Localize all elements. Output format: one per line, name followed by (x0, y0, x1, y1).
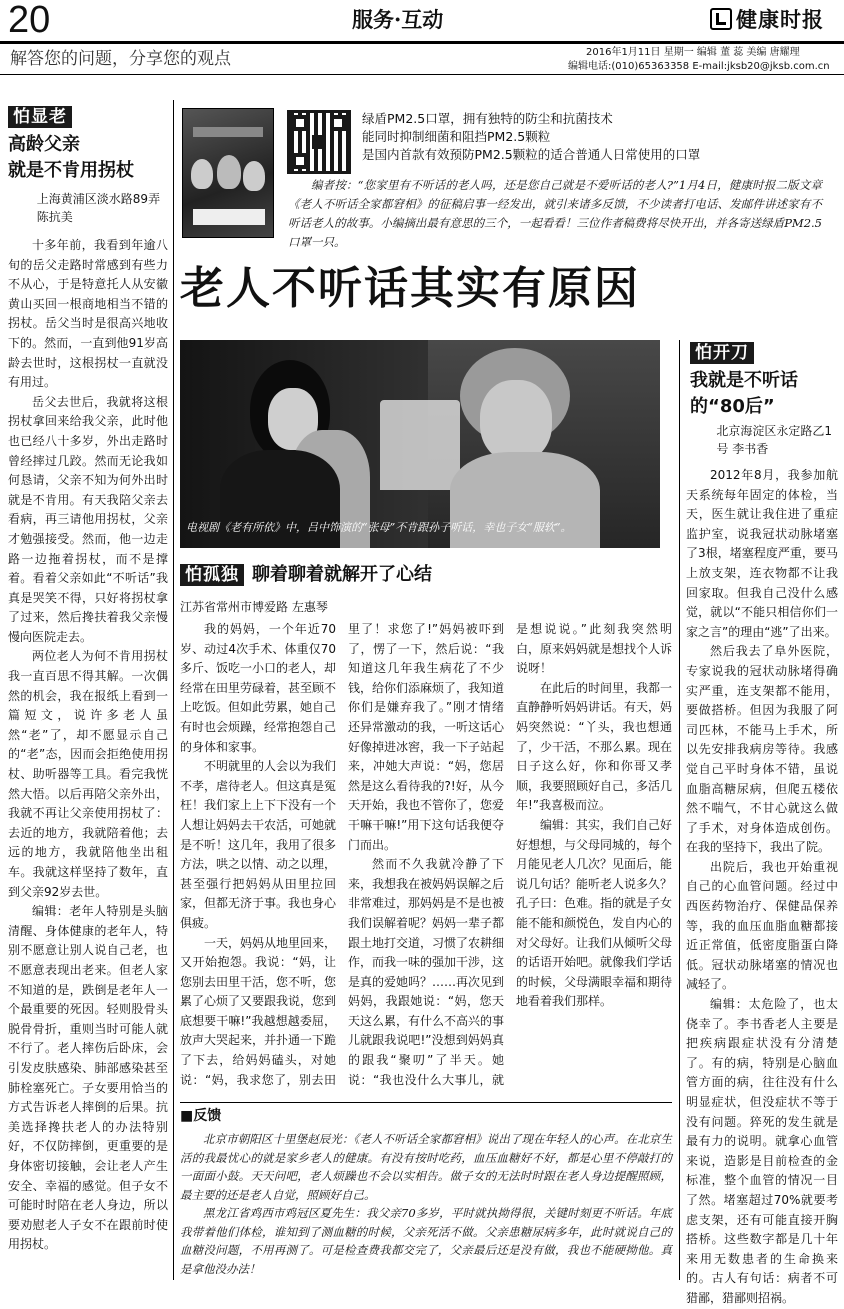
story3-tag: 怕开刀 (690, 342, 754, 364)
story1-paragraph: 两位老人为何不肯用拐杖我一直百思不得其解。一次偶然的机会，我在报纸上看到一篇短文，说许多老人虽然“老”了，却不愿显示自己的“老”态，因而会拒绝使用拐杖、助听器等工具。看完我恍然大悟。以后再陪父亲外出，我就不再让父亲使用拐杖了：去近的地方，我就陪着他；去远的地方，我就陪他坐出租车。我就这样坚持了数年，直到父亲92岁去世。 (8, 649, 168, 899)
story2-tag: 怕孤独 (180, 564, 244, 586)
logo-mark-icon (710, 8, 732, 30)
section-title: 服务·互动 (352, 7, 444, 32)
date-line: 2016年1月11日 星期一 编辑 董 蕊 美编 唐耀理 (586, 47, 800, 58)
story3-title-line1: 我就是不听话 (690, 370, 798, 391)
story2-title: 聊着聊着就解开了心结 (252, 564, 432, 585)
story2-author: 江苏省常州市博爱路 左惠琴 (180, 600, 328, 614)
story2-paragraph: 不明就里的人会以为我们不孝，虐待老人。但这真是冤枉！我们家上上下下没有一个人想让妈妈去干农活，可她就是不听！这几年，我用了很多方法，哄之以情、动之以理，甚至强行把妈妈从田里拉回家，但都无济于事。我也身心俱疲。 (180, 759, 337, 930)
story1-title-line1: 高龄父亲 (8, 134, 80, 155)
story1-paragraph: 十多年前，我看到年逾八旬的岳父走路时常感到有些力不从心，于是特意托人从安徽黄山买回一根商地相当不错的拐杖。岳父当时是很高兴地收下的。然而，一直到他91岁高龄去世时，这根拐杖一直就没有用过。 (8, 238, 168, 390)
page-number: 20 (8, 0, 51, 41)
story2-paragraph: 我的妈妈，一个年近70岁、动过4次手术、体重仅70多斤、饭吃一小口的老人，却经常在田里劳碌着，甚至顾不上吃饭。但如此劳累，她自己有时也会烦躁，经常抱怨自己的身体和家事。 (180, 622, 337, 754)
story3-paragraph: 2012年8月，我参加航天系统每年固定的体检，当天，医生就让我住进了重症监护室，说我冠状动脉堵塞了3根，堵塞程度严重，要马上放支架，连衣物都不让我回家取。但我自己没什么感觉，就以“不能只相信你们一家之言”的理由“逃”了出来。 (686, 468, 838, 639)
ad-qr-code-icon (287, 110, 351, 174)
feedback-tag: ■反馈 (180, 1108, 222, 1124)
ad-line: 是国内首款有效预防PM2.5颗粒的适合普通人日常使用的口罩 (362, 147, 701, 162)
story3-body (686, 466, 838, 1305)
story2-paragraph: 在此后的时间里，我都一直静静听妈妈讲话。有天，妈妈突然说：“丫头，我也想通了，少干活，不那么累。现在日子这么好，你和你哥又孝顺，我要照顾好自己，多活几年!”我喜极而泣。 (516, 680, 673, 813)
ad-product-image (182, 108, 274, 238)
story1-paragraph: 编辑：老年人特别是头脑清醒、身体健康的老年人，特别不愿意让别人说自己老，也不愿意表现出老来。但老人家不知道的是，跌倒是老年人一个最重要的死因。轻则股骨头脱骨骨折，重则当时可能人就不行了。老人摔伤后卧床，会引发皮肤感染、肺部感染甚至肺栓塞死亡。子女要用恰当的方式告诉老人摔倒的后果。抗美选择搀扶老人的办法特别好，不仅防摔倒，更重要的是身体密切接触，会让老人产生安全、幸福的感觉。但子女不可能时时陪在老人身边，所以要劝慰老人子女不在跟前时使用拐杖。 (8, 904, 168, 1252)
contact-line: 编辑电话:(010)65363358 E-mail:jksb20@jksb.com.cn (568, 61, 830, 72)
story1-paragraph: 岳父去世后，我就将这根拐杖拿回来给我父亲，此时他也已经八十多岁，外出走路时曾经摔过几跤。然而无论我如何恳请，父亲不知为何外出时就是不肯用。有天我陪父亲去看病，再三请他用拐杖，父亲才勉强接受。然而，他一边走路一边拖着拐杖，而不是撑着。看着父亲如此“不听话”我真是哭笑不得，只好将拐杖拿了过来，然后搀扶着我父亲慢慢向医院走去。 (8, 394, 168, 644)
story1-author: 上海黄浦区淡水路89弄 陈抗美 (36, 192, 161, 224)
story3-title-line2: 的“80后” (690, 396, 775, 417)
story1-title-line2: 就是不肯用拐杖 (8, 160, 134, 181)
story3-header (690, 342, 838, 420)
story2-paragraph: 一天，妈妈从地里回来，又开始抱怨。我说：“妈，让您别去田里干活，您不听，您累了心烦了又要跟我说，您到底想要干嘛!”我越想越委屈，放声大哭起来，并扑通一下跪了下去，给妈妈磕头，对她说：“妈，我求您了，别去田里了！求您了!”妈妈被吓到了，愣了一下，然后说：“我知道这几年我生病花了不少钱，给你们添麻烦了，我知道你们是嫌弃我了。”刚才情绪还异常激动的我，一听这话心好像掉进冰窖，我一下子站起来，冲她大声说：“妈，您居然是这么看待我的?!好，从今天开始，我也不管你了，您爱干嘛干嘛!”用下这句话我便夺门而出。 (180, 622, 505, 1087)
slogan: 解答您的问题，分享您的观点 (10, 49, 231, 69)
feedback-body (180, 1130, 672, 1280)
feedback-paragraph: 黑龙江省鸡西市鸡冠区夏先生：我父亲70多岁，平时就执拗得很，关键时刻更不听话。年底我带着他们体检，谁知到了测血糖的时候，父亲死活不做。父亲患糖尿病多年，此时就说自己的血糖没问题，不用再测了。可是检查费我都交完了，父亲最后还是没有做，我也不能硬拗他。真是拿他没办法！ (180, 1206, 672, 1276)
story1-tag: 怕显老 (8, 106, 72, 128)
headline: 老人不听话其实有原因 (180, 263, 640, 314)
story1-body (8, 236, 168, 1276)
logo-text: 健康时报 (736, 7, 824, 32)
story3-paragraph: 编辑：太危险了，也太侥幸了。李书香老人主要是把疾病跟症状没有分清楚了。有的病，特别是心脑血管方面的病，往往没有什么明显症状，但没症状不等于没有问题。猝死的发生就是最有力的说明。就拿心血管来说，造影是目前检查的金标准，整个血管的情况一目了然。堵塞超过70%就要考虑支架，还有可能直接开胸搭桥。这些数字都是几十年来用无数患者的生命换来的。古人有句话：病者不可猎鄙，猎鄙则招祸。 (686, 997, 838, 1305)
editor-note: 编者按：“您家里有不听话的老人吗，还是您自己就是不爱听话的老人?”1月4日，健康时报二版文章《老人不听话全家都窘相》的征稿启事一经发出，就引来诸多反馈，不少读者打电话、发邮件讲述家有不听话老人的故事。小编摘出最有意思的三个，一起看看！三位作者稿费将尽快开出，并各寄送绿盾PM2.5口罩一只。 (288, 178, 822, 249)
tv-drama-photo (180, 340, 660, 548)
ad-line: 能同时抑制细菌和阻挡PM2.5颗粒 (362, 129, 551, 144)
ad-text (362, 110, 822, 164)
story3-paragraph: 出院后，我也开始重视自己的心血管问题。经过中西医药物治疗、保健品保养等，我的血压血脂血糖都接近正常值，低密度脂蛋白降低。冠状动脉堵塞的情况也减轻了。 (686, 859, 838, 992)
story1-header (8, 106, 168, 184)
story3-author: 北京海淀区永定路乙1号 李书香 (716, 424, 833, 456)
story2-paragraph: 然而不久我就冷静了下来，我想我在被妈妈误解之后非常难过，那妈妈是不是也被我们误解着呢？妈妈一辈子都跟土地打交道，习惯了农耕细作，而我一味的强加干涉，这是真的爱她吗？……再次见到妈妈，我跟她说：“妈，您天天这么累，有什么不高兴的事儿就跟我说吧!”没想到妈妈真的跟我“聚叨”了半天。她说：“我也没什么大事儿，就是想说说。”此刻我突然明白，原来妈妈就是想找个人诉说呀！ (348, 622, 673, 1087)
feedback-paragraph: 北京市朝阳区十里堡赵辰光：《老人不听话全家都窘相》说出了现在年轻人的心声。在北京生活的我最忧心的就是家乡老人的健康。有没有按时吃药，血压血糖好不好，都是心里不停敲打的一面面小鼓。天天问吧，老人烦躁也不会以实相告。做子女的无法时时跟在老人身边提醒照顾，最主要的还是老人自觉，照顾好自己。 (180, 1132, 672, 1202)
story2-body (180, 620, 672, 1100)
photo-caption: 电视剧《老有所依》中，吕中饰演的“张母”不肯跟孙子听话，幸也子女“服软”。 (186, 521, 572, 534)
story2-header (180, 562, 670, 588)
story3-paragraph: 然后我去了阜外医院，专家说我的冠状动脉堵得确实严重，连支架都不能用，要做搭桥。但因为我服了阿司匹林，不能马上手术，所以先安排我病房等待。我感觉自己平时身体不错，虽说血脂高糖尿病，但爬五楼依然不喘气，不甘心就这么做了手术，对身体造成创伤。在我的坚持下，我出了院。 (686, 644, 838, 855)
logo (710, 4, 824, 34)
ad-line: 绿盾PM2.5口罩，拥有独特的防尘和抗菌技术 (362, 111, 613, 126)
story2-paragraph: 编辑：其实，我们自己好好想想，与父母同城的，每个月能见老人几次？见面后，能说几句话？能听老人说多久？孔子曰：色难。指的就是子女能不能和颜悦色，发自内心的对父母好。让我们从倾听父母的话语开始吧。就像我们学话的时候，父母满眼幸福和期待地看着我们那样。 (516, 817, 673, 1009)
